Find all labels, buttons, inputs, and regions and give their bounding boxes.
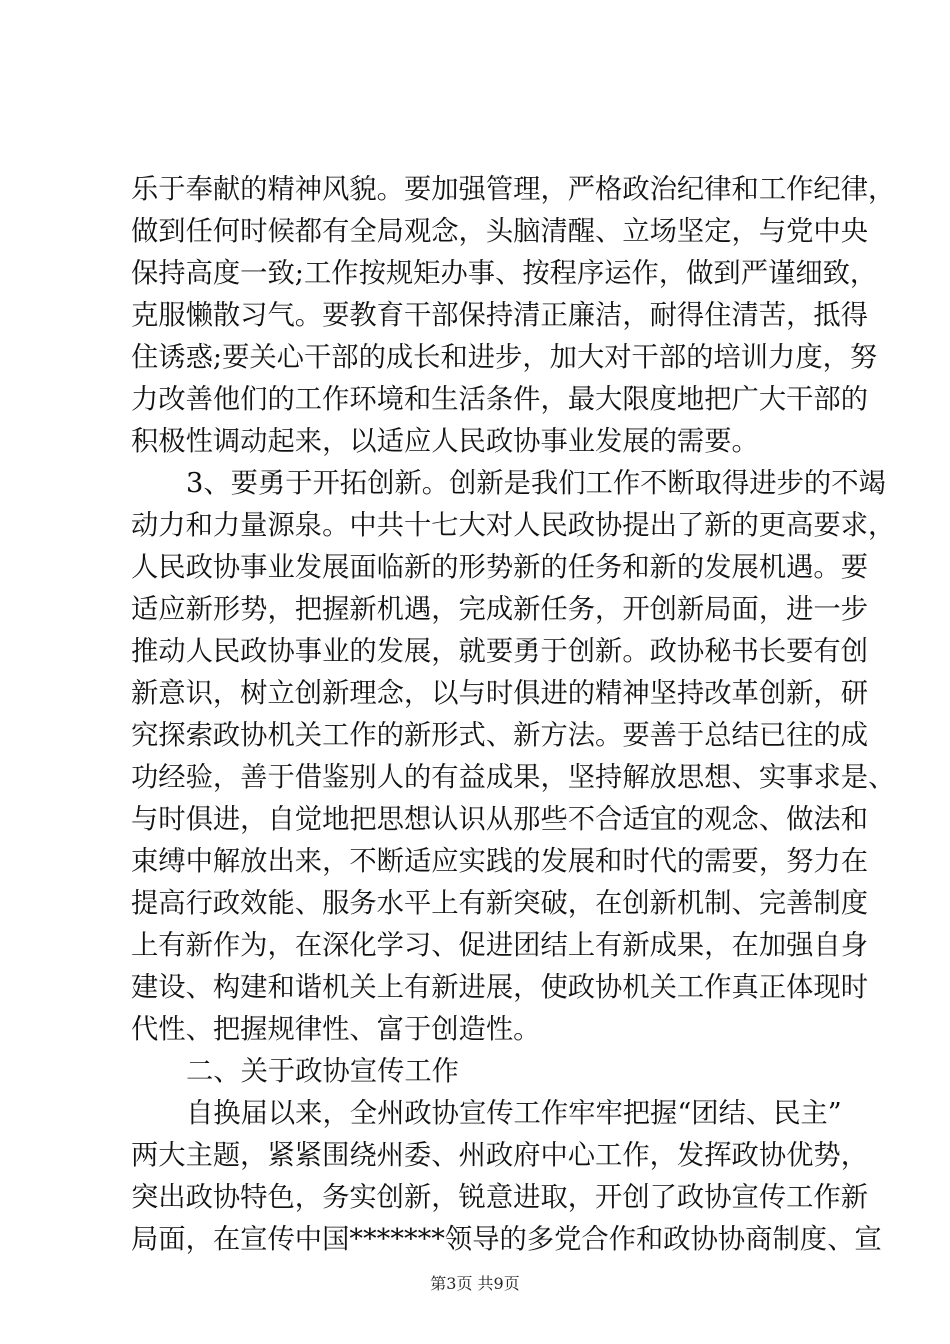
text-line: 保持高度一致;工作按规矩办事、按程序运作，做到严谨细致， <box>131 258 878 289</box>
text-line: 乐于奉献的精神风貌。要加强管理，严格政治纪律和工作纪律， <box>131 174 896 205</box>
text-line: 与时俱进，自觉地把思想认识从那些不合适宜的观念、做法和 <box>131 804 869 835</box>
page-number-footer: 第3页 共9页 <box>430 1274 520 1293</box>
text-line: 上有新作为，在深化学习、促进团结上有新成果，在加强自身 <box>131 930 869 961</box>
text-line: 适应新形势，把握新机遇，完成新任务，开创新局面，进一步 <box>131 594 869 625</box>
text-line: 人民政协事业发展面临新的形势新的任务和新的发展机遇。要 <box>131 552 869 583</box>
text-line: 局面，在宣传中国*******领导的多党合作和政协协商制度、宣 <box>131 1224 882 1255</box>
text-line: 功经验，善于借鉴别人的有益成果，坚持解放思想、实事求是、 <box>131 762 896 793</box>
text-line: 究探索政协机关工作的新形式、新方法。要善于总结已往的成 <box>131 720 869 751</box>
text-line: 建设、构建和谐机关上有新进展，使政协机关工作真正体现时 <box>131 972 869 1003</box>
text-line: 积极性调动起来，以适应人民政协事业发展的需要。 <box>131 426 759 457</box>
text-line: 两大主题，紧紧围绕州委、州政府中心工作，发挥政协优势， <box>131 1140 869 1171</box>
paragraph-heading-line: 3、要勇于开拓创新。创新是我们工作不断取得进步的不竭 <box>186 468 886 499</box>
text-line: 代性、把握规律性、富于创造性。 <box>131 1014 541 1045</box>
text-line: 推动人民政协事业的发展，就要勇于创新。政协秘书长要有创 <box>131 636 869 667</box>
text-line: 提高行政效能、服务水平上有新突破，在创新机制、完善制度 <box>131 888 869 919</box>
text-line: 自换届以来，全州政协宣传工作牢牢把握“团结、民主” <box>186 1098 842 1129</box>
text-line: 束缚中解放出来，不断适应实践的发展和时代的需要，努力在 <box>131 846 869 877</box>
text-line: 力改善他们的工作环境和生活条件，最大限度地把广大干部的 <box>131 384 869 415</box>
text-line: 动力和力量源泉。中共十七大对人民政协提出了新的更高要求， <box>131 510 896 541</box>
section-heading: 二、关于政协宣传工作 <box>186 1056 459 1087</box>
text-line: 住诱惑;要关心干部的成长和进步，加大对干部的培训力度，努 <box>131 342 878 373</box>
text-line: 克服懒散习气。要教育干部保持清正廉洁，耐得住清苦，抵得 <box>131 300 869 331</box>
text-line: 新意识，树立创新理念，以与时俱进的精神坚持改革创新，研 <box>131 678 869 709</box>
text-line: 突出政协特色，务实创新，锐意进取，开创了政协宣传工作新 <box>131 1182 869 1213</box>
text-line: 做到任何时候都有全局观念，头脑清醒、立场坚定，与党中央 <box>131 216 869 247</box>
